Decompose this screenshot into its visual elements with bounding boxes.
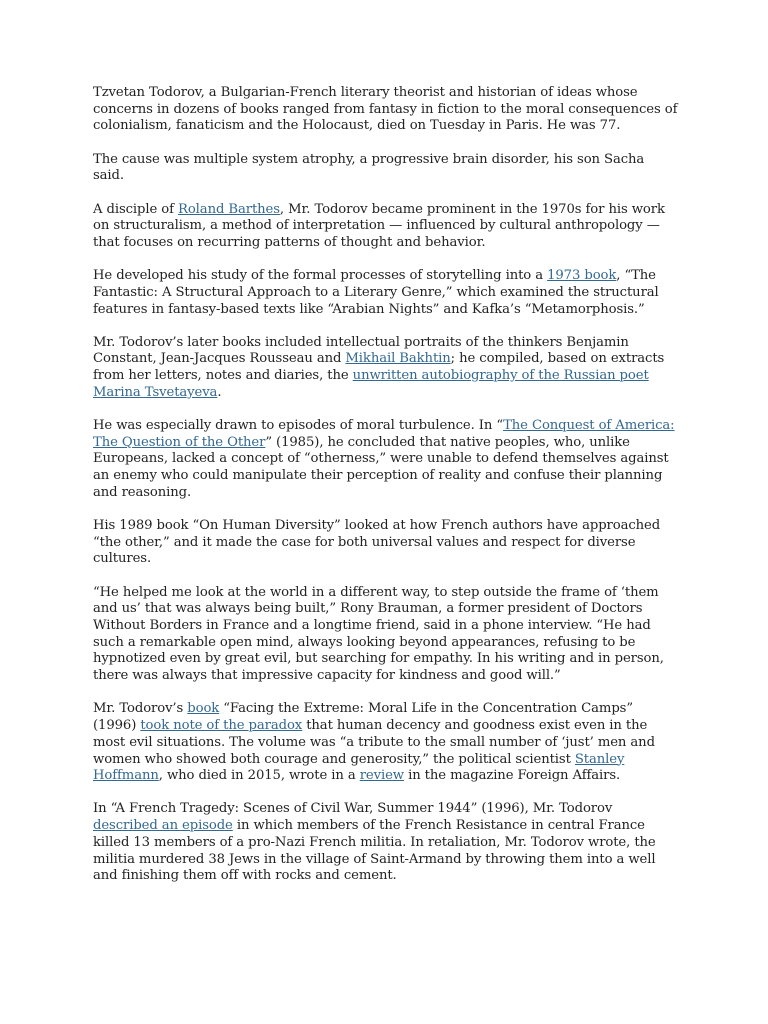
link-review[interactable]: review: [359, 768, 404, 784]
paragraph-4: [93, 268, 679, 318]
paragraph-9-text-3: that human decency and goodness exist even in the most evil situations. The volume was “a tribute to the small number of ‘just’ men and women who showed both courage and generosity,” the political scientist: [93, 718, 655, 767]
paragraph-10: [93, 801, 679, 885]
paragraph-7: [93, 518, 679, 568]
link-conquest-of-america[interactable]: The Conquest of America: The Question of the Other: [93, 418, 675, 450]
paragraph-2: [93, 152, 679, 185]
paragraph-6-text-1: He was especially drawn to episodes of moral turbulence. In “: [93, 418, 504, 434]
link-book[interactable]: book: [187, 701, 220, 717]
paragraph-4-text-2: , “The Fantastic: A Structural Approach to a Literary Genre,” which examined the structural features in fantasy-based texts like “Arabian Nights” and Kafka’s “Metamorphosis.”: [93, 268, 659, 317]
link-described-an-episode[interactable]: described an episode: [93, 818, 233, 834]
paragraph-8-text: “He helped me look at the world in a different way, to step outside the frame of ‘them and us’ that was always being built,” Rony Brauman, a former president of Doctors Without Borders in France and a longtime friend, said in a phone interview. “He had such a remarkable open mind, always looking beyond appearances, refusing to be hypnotized even by great evil, but searching for empathy. In his writing and in person, there was always that impressive capacity for kindness and good will.”: [93, 584, 664, 684]
paragraph-6: [93, 418, 679, 502]
paragraph-3-text-1: A disciple of: [93, 201, 179, 217]
link-1973-book[interactable]: 1973 book: [547, 268, 617, 284]
paragraph-9-text-2: “Facing the Extreme: Moral Life in the Concentration Camps” (1996): [93, 701, 633, 734]
link-stanley-hoffmann[interactable]: Stanley Hoffmann: [93, 751, 625, 784]
paragraph-10-text-1: In “A French Tragedy: Scenes of Civil War, Summer 1944” (1996), Mr. Todorov: [93, 801, 613, 817]
paragraph-9-text-4: , who died in 2015, wrote in a: [158, 768, 360, 784]
paragraph-5-text-1: Mr. Todorov’s later books included intellectual portraits of the thinkers Benjamin Constant, Jean-Jacques Rousseau and: [93, 334, 629, 367]
article-body: [93, 85, 679, 901]
paragraph-10-text-2: in which members of the French Resistance in central France killed 13 members of a pro-Nazi French militia. In retaliation, Mr. Todorov wrote, the militia murdered 38 Jews in the village of Saint-Armand by throwing them into a well and finishing them off with rocks and cement.: [93, 818, 656, 884]
link-took-note-of-paradox[interactable]: took note of the paradox: [140, 718, 303, 734]
paragraph-4-text-1: He developed his study of the formal processes of storytelling into a: [93, 268, 548, 284]
paragraph-6-text-2: ” (1985), he concluded that native peoples, who, unlike Europeans, lacked a concept of “otherness,” were unable to defend themselves against an enemy who could manipulate their perception of reality and confuse their planning and reasoning.: [93, 434, 669, 500]
paragraph-7-text: His 1989 book “On Human Diversity” looked at how French authors have approached “the other,” and it made the case for both universal values and respect for diverse cultures.: [93, 518, 661, 567]
paragraph-5-text-3: .: [217, 384, 222, 400]
paragraph-2-text: The cause was multiple system atrophy, a progressive brain disorder, his son Sacha said.: [93, 151, 645, 184]
link-mikhail-bakhtin[interactable]: Mikhail Bakhtin: [345, 351, 451, 367]
paragraph-9: [93, 701, 679, 785]
paragraph-5: [93, 335, 679, 402]
paragraph-3: [93, 202, 679, 252]
paragraph-3-text-2: , Mr. Todorov became prominent in the 1970s for his work on structuralism, a method of interpretation — influenced by cultural anthropology — that focuses on recurring patterns of thought and behavior.: [93, 201, 665, 250]
paragraph-9-text-5: in the magazine Foreign Affairs.: [403, 768, 621, 784]
paragraph-9-text-1: Mr. Todorov’s: [93, 701, 188, 717]
link-roland-barthes[interactable]: Roland Barthes: [178, 201, 280, 217]
link-tsvetayeva-autobiography[interactable]: unwritten autobiography of the Russian poet Marina Tsvetayeva: [93, 368, 649, 400]
paragraph-1: [93, 85, 679, 135]
paragraph-8: [93, 585, 679, 685]
paragraph-5-text-2: ; he compiled, based on extracts from her letters, notes and diaries, the: [93, 351, 665, 384]
paragraph-1-text: Tzvetan Todorov, a Bulgarian-French literary theorist and historian of ideas whose concerns in dozens of books ranged from fantasy in fiction to the moral consequences of colonialism, fanaticism and the Holocaust, died on Tuesday in Paris. He was 77.: [93, 85, 678, 134]
